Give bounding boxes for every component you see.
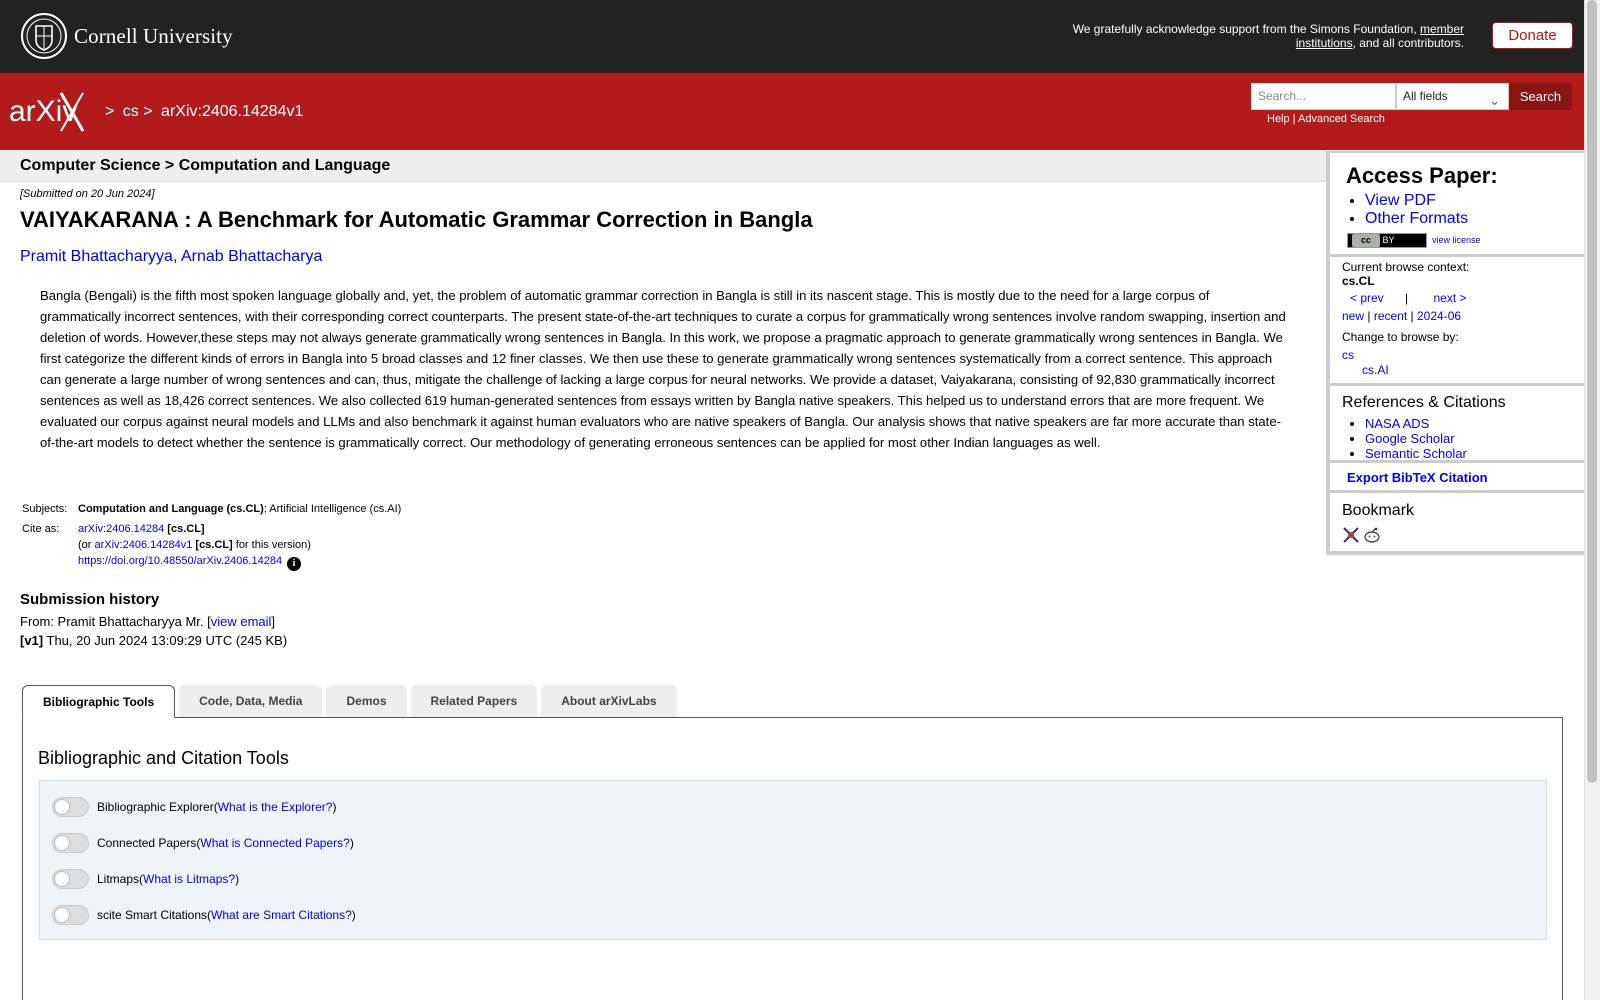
view-email-link[interactable]: view email [210, 614, 272, 629]
browse-cs-ai-link[interactable]: cs.AI [1362, 363, 1389, 377]
new-link[interactable]: new [1342, 309, 1365, 323]
labs-panel [22, 717, 1563, 1000]
support-text: We gratefully acknowledge support from the Simons Foundation, member institutions, and all contributors. [1072, 22, 1464, 50]
chevron-down-icon: ⌄ [1489, 93, 1500, 108]
browse-cs-link[interactable]: cs [1342, 348, 1354, 362]
cc-license-badge[interactable]: cc BY [1347, 233, 1427, 248]
cornell-bar [0, 0, 1584, 73]
doi-link[interactable]: https://doi.org/10.48550/arXiv.2406.14284 [78, 555, 283, 567]
context-label: Current browse context: [1342, 260, 1470, 274]
breadcrumb-paper-id: arXiv:2406.14284v1 [161, 103, 304, 120]
next-link[interactable]: next > [1433, 291, 1467, 305]
version-id-link[interactable]: arXiv:2406.14284v1 [94, 539, 193, 551]
google-scholar-link[interactable]: Google Scholar [1365, 431, 1455, 446]
tab-related-papers[interactable]: Related Papers [411, 685, 538, 717]
connected-papers-toggle[interactable] [52, 833, 89, 853]
subjects-label: Subjects: [22, 503, 68, 515]
breadcrumb-cs[interactable]: cs [122, 103, 139, 120]
semantic-scholar-link[interactable]: Semantic Scholar [1365, 446, 1467, 461]
submission-from: From: Pramit Bhattacharyya Mr. [view email] [20, 614, 276, 629]
references-title: References & Citations [1342, 394, 1506, 411]
cornell-logo-link[interactable] [21, 13, 233, 59]
scrollbar-thumb[interactable] [1587, 0, 1597, 783]
browse-context-box: Current browse context: cs.CL < prev | next > new | recent | 2024-06 Change to browse by: cs cs.AI [1330, 257, 1584, 383]
export-bibtex-link[interactable]: Export BibTeX Citation [1347, 470, 1488, 485]
what-are-smart-citations-link[interactable]: What are Smart Citations? [211, 908, 352, 922]
abstract: Bangla (Bengali) is the fifth most spoken language globally and, yet, the problem of automatic grammar correction in Bangla is still in its nascent stage. This is mostly due to the need for a large corpus of grammatically incorrect sentences, with their corresponding correct counterparts. The present state-of-the-art techniques to curate a corpus for grammatically wrong sentences involve random swapping, insertion and deletion of words. However,these steps may not always generate grammatically wrong sentences in Bangla. In this work, we propose a pragmatic approach to generate grammatically wrong sentences in Bangla. We first categorize the different kinds of errors in Bangla into 5 broad classes and 12 finer classes. We then use these to generate grammatically wrong sentences systematically from a correct sentence. This approach can generate a large number of wrong sentences and can, thus, mitigate the challenge of lacking a large corpus for neural networks. We provide a dataset, Vaiyakarana, consisting of 92,830 grammatically incorrect sentences as well as 18,426 correct sentences. We also collected 619 human-generated sentences from essays written by Bangla native speakers. This helped us to understand errors that are more frequent. We evaluated our corpus against neural models and LLMs and also benchmark it against human evaluators who are native speakers of Bangla. Our analysis shows that native speakers are far more accurate than state-of-the-art models to detect whether the sentence is grammatically correct. Our methodology of generating erroneous sentences can be applied for most other Indian languages as well. [40, 288, 1286, 450]
info-icon[interactable]: i [287, 557, 301, 571]
bookmark-box [1330, 493, 1584, 551]
tool-row: scite Smart Citations ( What are Smart Citations? ) [52, 905, 356, 925]
month-link[interactable]: 2024-06 [1417, 309, 1462, 323]
prev-link[interactable]: < prev [1350, 291, 1384, 305]
search-field-select[interactable]: All fields ⌄ [1396, 83, 1509, 110]
advanced-search-link[interactable]: Advanced Search [1298, 113, 1385, 125]
what-is-explorer-link[interactable]: What is the Explorer? [217, 800, 333, 814]
bibsonomy-icon[interactable] [1342, 526, 1360, 544]
references-box [1330, 386, 1584, 460]
access-paper-box [1330, 153, 1584, 254]
labs-panel-title: Bibliographic and Citation Tools [38, 748, 289, 768]
other-formats-link[interactable]: Other Formats [1365, 210, 1469, 227]
tool-toggles [39, 780, 1547, 940]
what-is-connected-papers-link[interactable]: What is Connected Papers? [200, 836, 350, 850]
metadata-table: Subjects: Computation and Language (cs.CL); Artificial Intelligence (cs.AI) Cite as: arXiv:2406.14284 [cs.CL] (or arXiv:2406.14284v1 [cs.CL] for this version) https://doi.org/10.48550/arXiv.2406.14284 i [22, 499, 401, 573]
help-link[interactable]: Help [1267, 113, 1290, 125]
change-browse-label: Change to browse by: [1342, 330, 1459, 344]
tab-bibliographic-tools[interactable]: Bibliographic Tools [22, 685, 175, 718]
tool-row: Litmaps ( What is Litmaps? ) [52, 869, 239, 889]
breadcrumb: > cs > arXiv:2406.14284v1 [105, 103, 304, 120]
author-link[interactable]: Pramit Bhattacharyya [20, 248, 173, 265]
cornell-name: Cornell University [74, 23, 233, 48]
donate-button[interactable]: Donate [1492, 22, 1573, 49]
search-links: Help | Advanced Search [1267, 113, 1385, 125]
arxiv-logo[interactable] [9, 91, 101, 133]
what-is-litmaps-link[interactable]: What is Litmaps? [143, 872, 236, 886]
view-license-link[interactable]: view license [1432, 235, 1481, 245]
primary-subject: Computation and Language (cs.CL) [78, 503, 264, 515]
reddit-icon[interactable] [1363, 526, 1381, 544]
labs-tabs [22, 685, 681, 718]
cite-as-label: Cite as: [22, 523, 60, 535]
access-paper-title: Access Paper: [1346, 163, 1498, 188]
litmaps-toggle[interactable] [52, 869, 89, 889]
tab-about-arxivlabs[interactable]: About arXivLabs [541, 685, 676, 717]
bibliographic-explorer-toggle[interactable] [52, 797, 89, 817]
tool-row: Bibliographic Explorer ( What is the Explorer? ) [52, 797, 336, 817]
search-input[interactable]: Search... [1251, 83, 1396, 110]
member-institutions-link[interactable]: member institutions [1295, 22, 1464, 50]
author-list: Pramit Bhattacharyya, Arnab Bhattacharya [20, 248, 323, 265]
paper-title: VAIYAKARANA : A Benchmark for Automatic Grammar Correction in Bangla [20, 207, 813, 232]
svg-text:arXiv: arXiv [9, 95, 78, 128]
cornell-seal-icon [21, 13, 67, 59]
version-entry: [v1] Thu, 20 Jun 2024 13:09:29 UTC (245 KB) [20, 633, 288, 648]
submission-date: [Submitted on 20 Jun 2024] [20, 188, 155, 200]
search-button[interactable]: Search [1509, 83, 1572, 110]
author-link[interactable]: Arnab Bhattacharya [180, 248, 323, 265]
cite-id-link[interactable]: arXiv:2406.14284 [78, 523, 165, 535]
arxiv-header [0, 73, 1584, 150]
bibtex-box [1330, 463, 1584, 490]
submission-history-title: Submission history [20, 591, 160, 608]
recent-link[interactable]: recent [1373, 309, 1408, 323]
tab-code-data-media[interactable]: Code, Data, Media [179, 685, 322, 717]
category-title: Computer Science > Computation and Language [20, 157, 391, 174]
scite-toggle[interactable] [52, 905, 89, 925]
bookmark-title: Bookmark [1342, 502, 1415, 519]
context-value: cs.CL [1342, 274, 1375, 288]
tool-row: Connected Papers ( What is Connected Papers? ) [52, 833, 354, 853]
view-pdf-link[interactable]: View PDF [1365, 192, 1436, 209]
tab-demos[interactable]: Demos [326, 685, 406, 717]
sidebar [1326, 151, 1584, 555]
nasa-ads-link[interactable]: NASA ADS [1365, 416, 1430, 431]
category-header [0, 151, 1326, 182]
